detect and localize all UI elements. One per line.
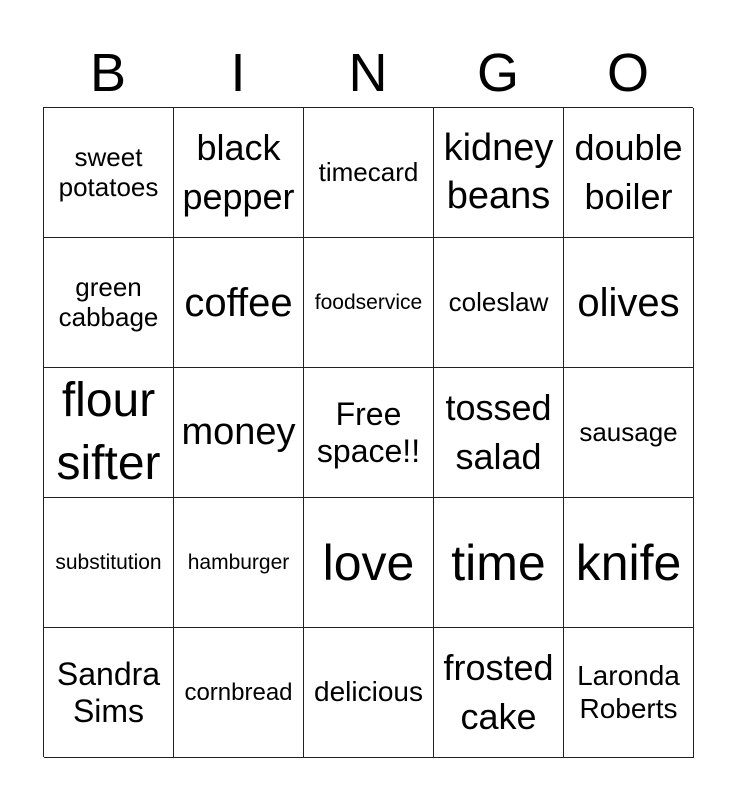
cell-label: love xyxy=(322,534,415,591)
cell-label: delicious xyxy=(314,676,423,708)
bingo-cell[interactable] xyxy=(44,368,174,498)
bingo-cell[interactable] xyxy=(564,108,694,238)
cell-label: double boiler xyxy=(574,126,683,217)
bingo-cell[interactable] xyxy=(44,498,174,628)
bingo-cell[interactable] xyxy=(304,498,434,628)
cell-label: time xyxy=(451,534,546,591)
cell-label: timecard xyxy=(318,156,419,187)
cell-label: sweet potatoes xyxy=(58,141,159,202)
bingo-cell[interactable] xyxy=(564,238,694,368)
cell-label: money xyxy=(181,410,296,453)
header-letter-o: O xyxy=(606,43,649,103)
header-letter-n: N xyxy=(348,43,388,103)
bingo-cell[interactable] xyxy=(304,108,434,238)
bingo-cell[interactable] xyxy=(44,238,174,368)
cell-label: green cabbage xyxy=(58,271,159,332)
bingo-cell[interactable] xyxy=(304,628,434,758)
bingo-cell[interactable] xyxy=(564,368,694,498)
cell-label: knife xyxy=(575,534,682,591)
cell-label: foodservice xyxy=(314,290,423,314)
cell-label: kidney beans xyxy=(443,127,554,217)
header-letter-g: G xyxy=(476,43,519,103)
bingo-cell[interactable] xyxy=(564,628,694,758)
cell-label: coleslaw xyxy=(448,286,549,317)
bingo-cell[interactable] xyxy=(434,238,564,368)
cell-label: olives xyxy=(577,280,680,325)
bingo-cell[interactable] xyxy=(434,498,564,628)
header-letter-i: I xyxy=(230,43,246,103)
bingo-cell[interactable] xyxy=(564,498,694,628)
bingo-cell[interactable] xyxy=(304,238,434,368)
cell-label: hamburger xyxy=(187,550,290,574)
bingo-cell[interactable] xyxy=(174,628,304,758)
bingo-cell[interactable] xyxy=(174,108,304,238)
cell-label: Free space!! xyxy=(316,395,421,469)
bingo-cell[interactable] xyxy=(174,238,304,368)
cell-label: Sandra Sims xyxy=(56,655,161,729)
bingo-cell[interactable] xyxy=(44,108,174,238)
cell-label: substitution xyxy=(55,550,162,574)
cell-label: coffee xyxy=(184,280,293,325)
cell-label: flour sifter xyxy=(56,374,161,490)
cell-label: frosted cake xyxy=(443,646,554,737)
cell-label: black pepper xyxy=(182,126,295,217)
header-letter-b: B xyxy=(89,43,127,103)
bingo-cell[interactable] xyxy=(434,368,564,498)
cell-label: cornbread xyxy=(184,678,293,706)
cell-label: sausage xyxy=(579,416,678,447)
cell-label: Laronda Roberts xyxy=(577,660,680,724)
bingo-cell[interactable] xyxy=(174,498,304,628)
bingo-header xyxy=(43,38,693,108)
bingo-cell[interactable] xyxy=(434,108,564,238)
bingo-cell[interactable] xyxy=(44,628,174,758)
bingo-board xyxy=(43,107,693,757)
cell-label: tossed salad xyxy=(445,386,552,477)
free-space-cell[interactable] xyxy=(304,368,434,498)
bingo-cell[interactable] xyxy=(174,368,304,498)
bingo-cell[interactable] xyxy=(434,628,564,758)
